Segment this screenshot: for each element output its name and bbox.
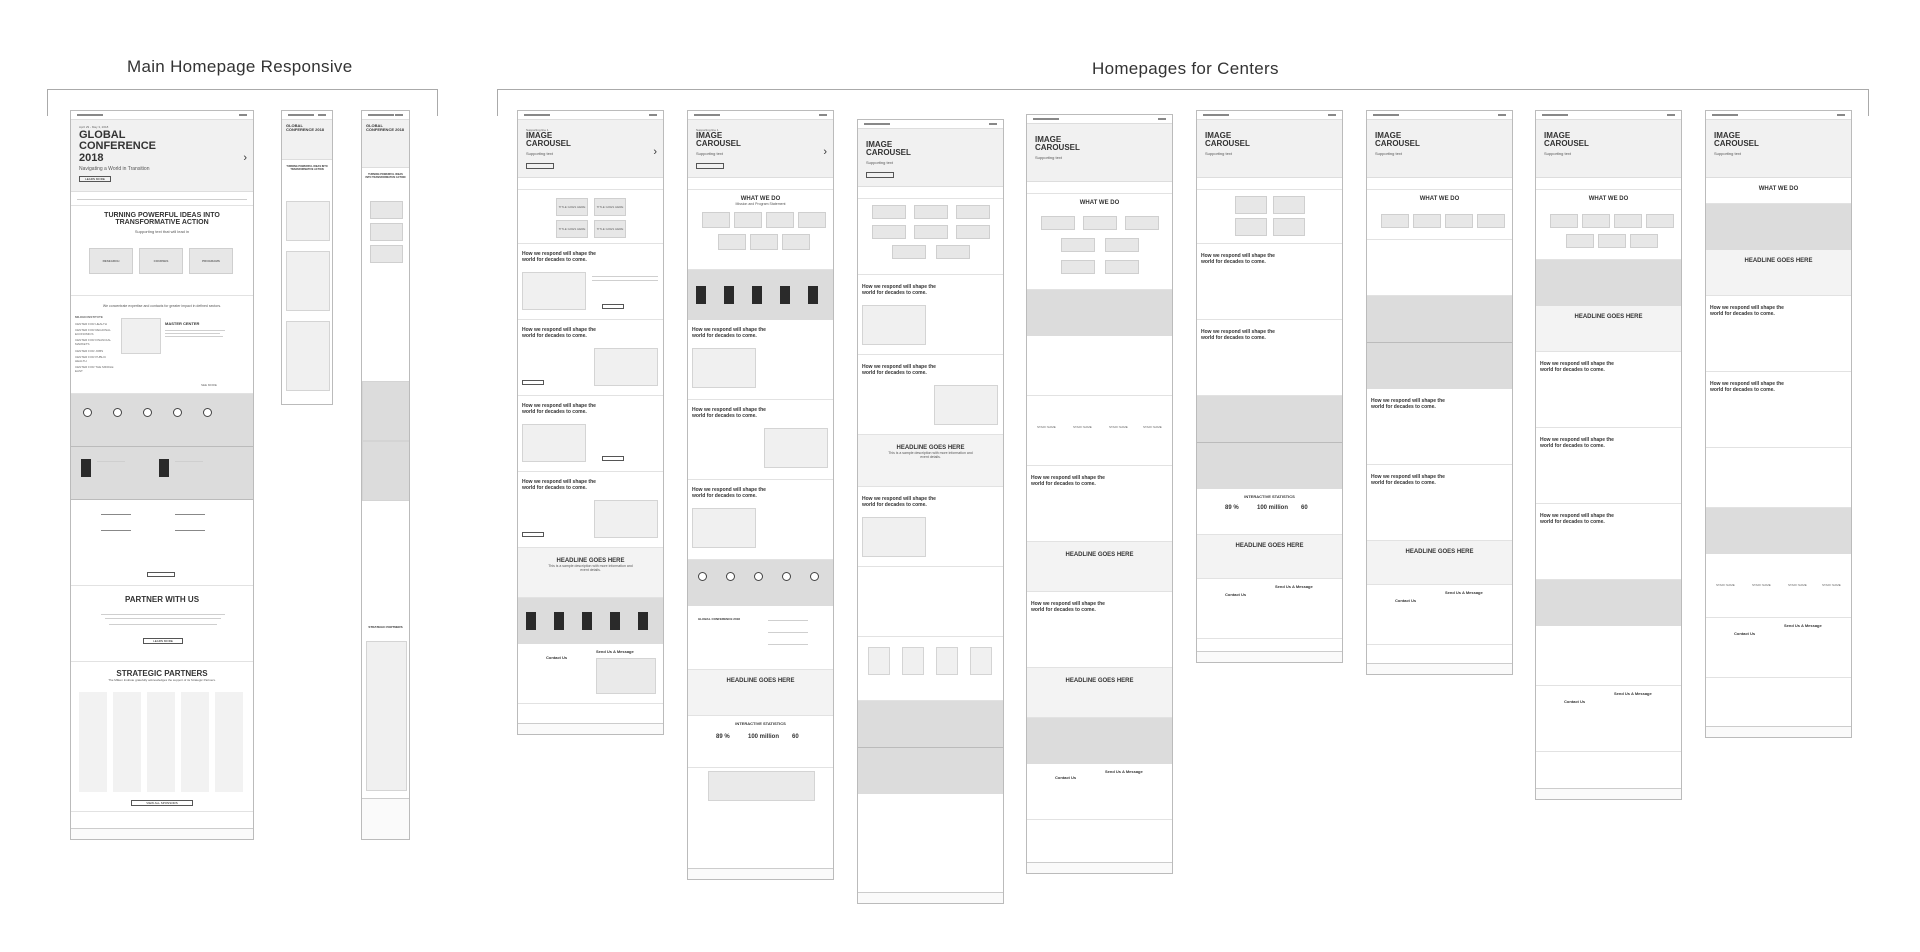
story-1 — [518, 244, 663, 320]
story-3 — [688, 480, 833, 560]
content-area-3 — [286, 321, 330, 391]
stats-title: INTERACTIVE STATISTICS — [1244, 494, 1295, 499]
contact-section — [1027, 764, 1172, 820]
carousel-title: IMAGE CAROUSEL — [1544, 131, 1589, 149]
title-tile[interactable]: TITLE GOES HERE — [594, 198, 626, 216]
title-tile[interactable]: TITLE GOES HERE — [556, 198, 588, 216]
story-title: How we respond will shape the world for decades to come. — [1201, 329, 1275, 341]
center-page-6 — [1366, 110, 1513, 675]
story-title: How we respond will shape the world for decades to come. — [522, 403, 596, 415]
stat-1: 89 % — [716, 734, 730, 740]
story-title: How we respond will shape the world for decades to come. — [862, 284, 936, 296]
message-title: Send Us A Message — [1445, 590, 1483, 595]
see-more-events-button[interactable] — [147, 572, 175, 577]
center-page-7 — [1535, 110, 1682, 800]
headline-section — [688, 670, 833, 716]
experts — [858, 637, 1003, 701]
site-header — [1706, 111, 1851, 120]
hero-banner — [282, 120, 332, 160]
story-2 — [1197, 320, 1342, 396]
strategic-title: STRATEGIC PARTNERS — [368, 625, 403, 629]
statistics — [688, 716, 833, 768]
headline-section — [1367, 541, 1512, 585]
story-title: How we respond will shape the world for decades to come. — [692, 327, 766, 339]
story-title: How we respond will shape the world for decades to come. — [1540, 361, 1614, 373]
staff-name: STAFF NAME — [1037, 425, 1056, 429]
carousel-title: IMAGE CAROUSEL — [696, 131, 741, 149]
message-title: Send Us A Message — [1105, 769, 1143, 774]
headline-title: HEADLINE GOES HERE — [896, 445, 965, 451]
hero-title: GLOBAL CONFERENCE 2018 — [366, 123, 405, 133]
story-4 — [518, 472, 663, 548]
publications-strip — [1367, 296, 1512, 342]
section-title-centers: Homepages for Centers — [1092, 59, 1279, 78]
signup-box — [708, 771, 815, 801]
site-footer — [71, 828, 253, 839]
message-title: Send Us A Message — [1614, 691, 1652, 696]
carousel — [1536, 120, 1681, 178]
headline-title: HEADLINE GOES HERE — [1405, 549, 1474, 555]
research-strip — [688, 560, 833, 606]
story-title: How we respond will shape the world for decades to come. — [1201, 253, 1275, 265]
carousel — [518, 120, 663, 178]
section-headline: TURNING POWERFUL IDEAS INTO TRANSFORMATIVE ACTION — [104, 212, 220, 227]
site-header — [1197, 111, 1342, 120]
what-we-do — [1367, 190, 1512, 240]
headline-section — [1706, 250, 1851, 296]
what-title: WHAT WE DO — [740, 196, 781, 202]
headline-section-2 — [1027, 668, 1172, 718]
carousel-subtitle: Supporting text — [1714, 150, 1741, 156]
hero-title: GLOBAL CONFERENCE 2018 — [79, 128, 157, 164]
message-title: Send Us A Message — [596, 649, 634, 654]
story-title: How we respond will shape the world for decades to come. — [862, 364, 936, 376]
what-title: WHAT WE DO — [1588, 196, 1629, 202]
next-arrow-icon[interactable]: › — [243, 151, 247, 164]
site-header — [518, 111, 663, 120]
research-strip — [858, 701, 1003, 747]
story-1 — [1197, 244, 1342, 320]
headline-title: HEADLINE GOES HERE — [556, 558, 625, 564]
what-we-do — [1027, 194, 1172, 290]
section-title-main: Main Homepage Responsive — [127, 57, 353, 76]
mobile-tile-3[interactable] — [370, 245, 403, 263]
carousel-title: IMAGE CAROUSEL — [866, 140, 911, 158]
learn-more-button[interactable] — [522, 380, 544, 385]
see-more-link[interactable]: SEE MORE — [201, 383, 217, 387]
centers-list: MILKEN INSTITUTE CENTER FOR HEALTH CENTER FOR REGIONAL ECONOMICS CENTER FOR FINANCIAL MARKETS CENTER FOR JOBS CENTER FOR PUBLIC HEALTH CENTER FOR THE MIDDLE EAST — [75, 315, 114, 373]
events — [1367, 240, 1512, 296]
carousel-eyebrow: Supporting line 1 — [526, 128, 549, 132]
site-header — [71, 111, 253, 120]
next-arrow-icon[interactable]: › — [823, 145, 827, 158]
mobile-tile-2[interactable] — [370, 223, 403, 241]
story-3 — [518, 396, 663, 472]
headline-title: HEADLINE GOES HERE — [1574, 314, 1643, 320]
message-title: Send Us A Message — [1784, 623, 1822, 628]
quick-links — [1536, 178, 1681, 190]
tile-courses[interactable]: COURSES — [139, 248, 183, 274]
site-footer — [518, 723, 663, 734]
mobile-tile-1[interactable] — [370, 201, 403, 219]
publications-strip — [71, 447, 253, 500]
story-title: How we respond will shape the world for decades to come. — [1371, 398, 1445, 410]
what-title: WHAT WE DO — [1079, 200, 1120, 206]
what-we-do — [1536, 190, 1681, 260]
research-strip — [71, 394, 253, 447]
story-title: How we respond will shape the world for decades to come. — [1710, 305, 1784, 317]
tiles-section — [1197, 190, 1342, 244]
section-subheadline: Supporting text that will lead in — [134, 228, 190, 234]
featured-center-title: MASTER CENTER — [165, 321, 200, 326]
partner-logo-grid — [79, 692, 247, 792]
carousel-subtitle: Supporting text — [866, 159, 893, 165]
concentrate-text: We concentrate expertise and contacts for greater impact in defined sectors. — [102, 304, 222, 308]
site-footer — [1027, 862, 1172, 873]
story-1 — [1367, 389, 1512, 465]
content-area-2 — [286, 251, 330, 311]
story-title: How we respond will shape the world for decades to come. — [1540, 437, 1614, 449]
site-header — [1027, 115, 1172, 124]
site-header — [1536, 111, 1681, 120]
publications-strip — [518, 598, 663, 644]
stats-title: INTERACTIVE STATISTICS — [735, 721, 786, 726]
event-title: GLOBAL CONFERENCE 2018 — [698, 617, 740, 621]
story-3 — [1536, 504, 1681, 580]
learn-more-button[interactable] — [602, 304, 624, 309]
story-title: How we respond will shape the world for decades to come. — [522, 251, 596, 263]
stat-3: 60 — [792, 734, 799, 740]
centers-section — [71, 296, 253, 394]
story-title: How we respond will shape the world for decades to come. — [692, 487, 766, 499]
learn-more-button[interactable] — [602, 456, 624, 461]
site-footer — [1197, 651, 1342, 662]
carousel — [858, 129, 1003, 187]
events-section — [71, 500, 253, 586]
section-headline: TURNING POWERFUL IDEAS INTO TRANSFORMATIVE ACTION — [286, 165, 328, 171]
partner-section — [71, 586, 253, 662]
stat-2: 100 million — [748, 734, 780, 740]
publications-strip — [688, 270, 833, 320]
next-arrow-icon[interactable]: › — [653, 145, 657, 158]
main-desktop-page — [70, 110, 254, 840]
contact-section — [1367, 585, 1512, 645]
carousel-title: IMAGE CAROUSEL — [1714, 131, 1759, 149]
staff-name: STAFF NAME — [1143, 425, 1162, 429]
story-title: How we respond will shape the world for decades to come. — [1031, 601, 1105, 613]
tile-research[interactable]: RESEARCH — [89, 248, 133, 274]
contact-title: Contact Us — [1225, 592, 1247, 597]
contact-title: Contact Us — [546, 655, 568, 660]
site-header — [282, 111, 332, 120]
center-page-8 — [1705, 110, 1852, 738]
carousel-subtitle: Supporting text — [1544, 150, 1571, 156]
research-strip — [1027, 718, 1172, 764]
events — [1027, 336, 1172, 396]
headline-title: HEADLINE GOES HERE — [1065, 678, 1134, 684]
carousel — [1706, 120, 1851, 178]
headline-title: HEADLINE GOES HERE — [1235, 543, 1304, 549]
mobile-research-strip — [362, 381, 410, 441]
story-1 — [1536, 352, 1681, 428]
story-title: How we respond will shape the world for decades to come. — [1540, 513, 1614, 525]
contact-section — [518, 644, 663, 704]
headline-section — [1536, 306, 1681, 352]
learn-more-button[interactable] — [522, 532, 544, 537]
quick-links — [1027, 182, 1172, 194]
tiles-section — [518, 190, 663, 244]
story-title: How we respond will shape the world for decades to come. — [1371, 474, 1445, 486]
story-title: How we respond will shape the world for decades to come. — [522, 479, 596, 491]
story-title: How we respond will shape the world for decades to come. — [1031, 475, 1105, 487]
publications-strip — [1536, 260, 1681, 306]
headline-section — [518, 548, 663, 598]
partner-button[interactable]: LEARN MORE — [143, 638, 183, 644]
story-2 — [688, 400, 833, 480]
headline-description: This is a sample description with more information and event details. — [888, 451, 973, 460]
tiles-section — [858, 199, 1003, 275]
events — [1706, 448, 1851, 508]
carousel-title: IMAGE CAROUSEL — [1205, 131, 1250, 149]
publications-strip — [1706, 204, 1851, 250]
story-2 — [518, 320, 663, 396]
quick-links — [518, 178, 663, 190]
hero-banner — [362, 120, 409, 168]
contact-title: Contact Us — [1734, 631, 1756, 636]
strategic-subtitle: The Milken Institute gratefully acknowledges the support of its Strategic Partners. — [108, 678, 216, 683]
center-page-4 — [1026, 114, 1173, 874]
staff-name: STAFF NAME — [1788, 583, 1807, 587]
site-footer — [362, 798, 409, 839]
hero-subtitle: Navigating a World in Transition — [79, 166, 150, 173]
contact-section — [1197, 579, 1342, 639]
events — [858, 567, 1003, 637]
carousel-title: IMAGE CAROUSEL — [1375, 131, 1420, 149]
research-strip — [1367, 342, 1512, 389]
headline-section — [1197, 535, 1342, 579]
carousel — [1367, 120, 1512, 178]
partner-title: PARTNER WITH US — [124, 595, 200, 604]
story-2 — [1706, 372, 1851, 448]
tile-programs[interactable]: PROGRAMS — [189, 248, 233, 274]
story-1 — [1027, 466, 1172, 542]
headline-title: HEADLINE GOES HERE — [726, 678, 795, 684]
site-footer — [1536, 788, 1681, 799]
carousel — [1027, 124, 1172, 182]
story-2 — [1027, 592, 1172, 668]
story-2 — [1536, 428, 1681, 504]
publications-strip — [1197, 396, 1342, 442]
powerful-ideas-section — [71, 206, 253, 296]
strategic-partners-section — [71, 662, 253, 812]
site-header — [362, 111, 409, 120]
research-strip — [1197, 442, 1342, 489]
events — [1536, 626, 1681, 686]
statistics — [1197, 489, 1342, 535]
contact-title: Contact Us — [1055, 775, 1077, 780]
site-footer — [1706, 726, 1851, 737]
quick-links — [858, 187, 1003, 199]
site-header — [688, 111, 833, 120]
carousel-button[interactable] — [526, 163, 554, 169]
site-footer — [1367, 663, 1512, 674]
center-page-2 — [687, 110, 834, 880]
carousel-subtitle: Supporting text — [1035, 154, 1062, 160]
main-tablet-page — [281, 110, 333, 405]
strategic-title: STRATEGIC PARTNERS — [116, 669, 208, 678]
staff-name: STAFF NAME — [1752, 583, 1771, 587]
site-header — [858, 120, 1003, 129]
experts — [1706, 554, 1851, 618]
what-subtitle: Mission and Program Statement — [735, 202, 786, 207]
research-strip — [1536, 580, 1681, 626]
content-area — [286, 201, 330, 241]
site-header — [1367, 111, 1512, 120]
quick-links — [1197, 178, 1342, 190]
carousel-title: IMAGE CAROUSEL — [526, 131, 571, 149]
story-title: How we respond will shape the world for decades to come. — [522, 327, 596, 339]
story-title: How we respond will shape the world for decades to come. — [692, 407, 766, 419]
story-title: How we respond will shape the world for decades to come. — [1710, 381, 1784, 393]
center-page-3 — [857, 119, 1004, 904]
headline-section — [858, 435, 1003, 487]
experts — [1027, 396, 1172, 466]
carousel-subtitle: Supporting text — [1375, 150, 1402, 156]
hero-title: GLOBAL CONFERENCE 2018 — [286, 123, 325, 133]
what-title: WHAT WE DO — [1419, 196, 1460, 202]
quick-links — [688, 178, 833, 190]
hero-button[interactable]: LEARN MORE — [79, 176, 111, 182]
message-title: Send Us A Message — [1275, 584, 1313, 589]
title-tile[interactable]: TITLE GOES HERE — [556, 220, 588, 238]
staff-name: STAFF NAME — [1822, 583, 1841, 587]
center-page-5 — [1196, 110, 1343, 663]
carousel-eyebrow: Supporting line 1 — [696, 128, 719, 132]
contact-section — [1536, 686, 1681, 752]
story-2 — [1367, 465, 1512, 541]
section-headline: TURNING POWERFUL IDEAS INTO TRANSFORMATIVE ACTION — [365, 173, 406, 179]
hero-banner — [71, 120, 253, 192]
mobile-publications-strip — [362, 441, 410, 501]
research-strip — [1706, 508, 1851, 554]
center-image — [121, 318, 161, 354]
publications-strip — [858, 747, 1003, 794]
events — [688, 606, 833, 670]
staff-name: STAFF NAME — [1109, 425, 1128, 429]
contact-title: Contact Us — [1564, 699, 1586, 704]
story-3 — [858, 487, 1003, 567]
story-1 — [1706, 296, 1851, 372]
publications-strip — [1027, 290, 1172, 336]
stat-3: 60 — [1301, 505, 1308, 511]
quick-links — [1367, 178, 1512, 190]
what-we-do — [1706, 178, 1851, 204]
staff-name: STAFF NAME — [1073, 425, 1092, 429]
carousel-button[interactable] — [866, 172, 894, 178]
story-1 — [688, 320, 833, 400]
what-we-do — [688, 190, 833, 270]
title-tile[interactable]: TITLE GOES HERE — [594, 220, 626, 238]
story-title: How we respond will shape the world for decades to come. — [862, 496, 936, 508]
stat-1: 89 % — [1225, 505, 1239, 511]
carousel-title: IMAGE CAROUSEL — [1035, 135, 1080, 153]
contact-title: Contact Us — [1395, 598, 1417, 603]
headline-title: HEADLINE GOES HERE — [1065, 552, 1134, 558]
headline-section — [1027, 542, 1172, 592]
headline-title: HEADLINE GOES HERE — [1744, 258, 1813, 264]
story-1 — [858, 275, 1003, 355]
headline-description: This is a sample description with more information and event details. — [548, 564, 633, 573]
site-footer — [858, 892, 1003, 903]
hero-date: April 29 - May 3, 2018 — [79, 125, 109, 129]
view-sponsors-button[interactable]: VIEW ALL SPONSORS — [131, 800, 193, 806]
stat-2: 100 million — [1257, 505, 1289, 511]
carousel-subtitle: Supporting text — [1205, 150, 1232, 156]
contact-section — [1706, 618, 1851, 678]
carousel-subtitle: Supporting text — [696, 150, 723, 156]
what-title: WHAT WE DO — [1758, 186, 1799, 192]
mobile-partner-grid — [366, 641, 407, 791]
quick-links-row — [71, 192, 253, 206]
site-footer — [688, 868, 833, 879]
carousel — [1197, 120, 1342, 178]
carousel-subtitle: Supporting text — [526, 150, 553, 156]
carousel — [688, 120, 833, 178]
main-mobile-page — [361, 110, 410, 840]
center-page-1 — [517, 110, 664, 735]
carousel-button[interactable] — [696, 163, 724, 169]
story-2 — [858, 355, 1003, 435]
staff-name: STAFF NAME — [1716, 583, 1735, 587]
